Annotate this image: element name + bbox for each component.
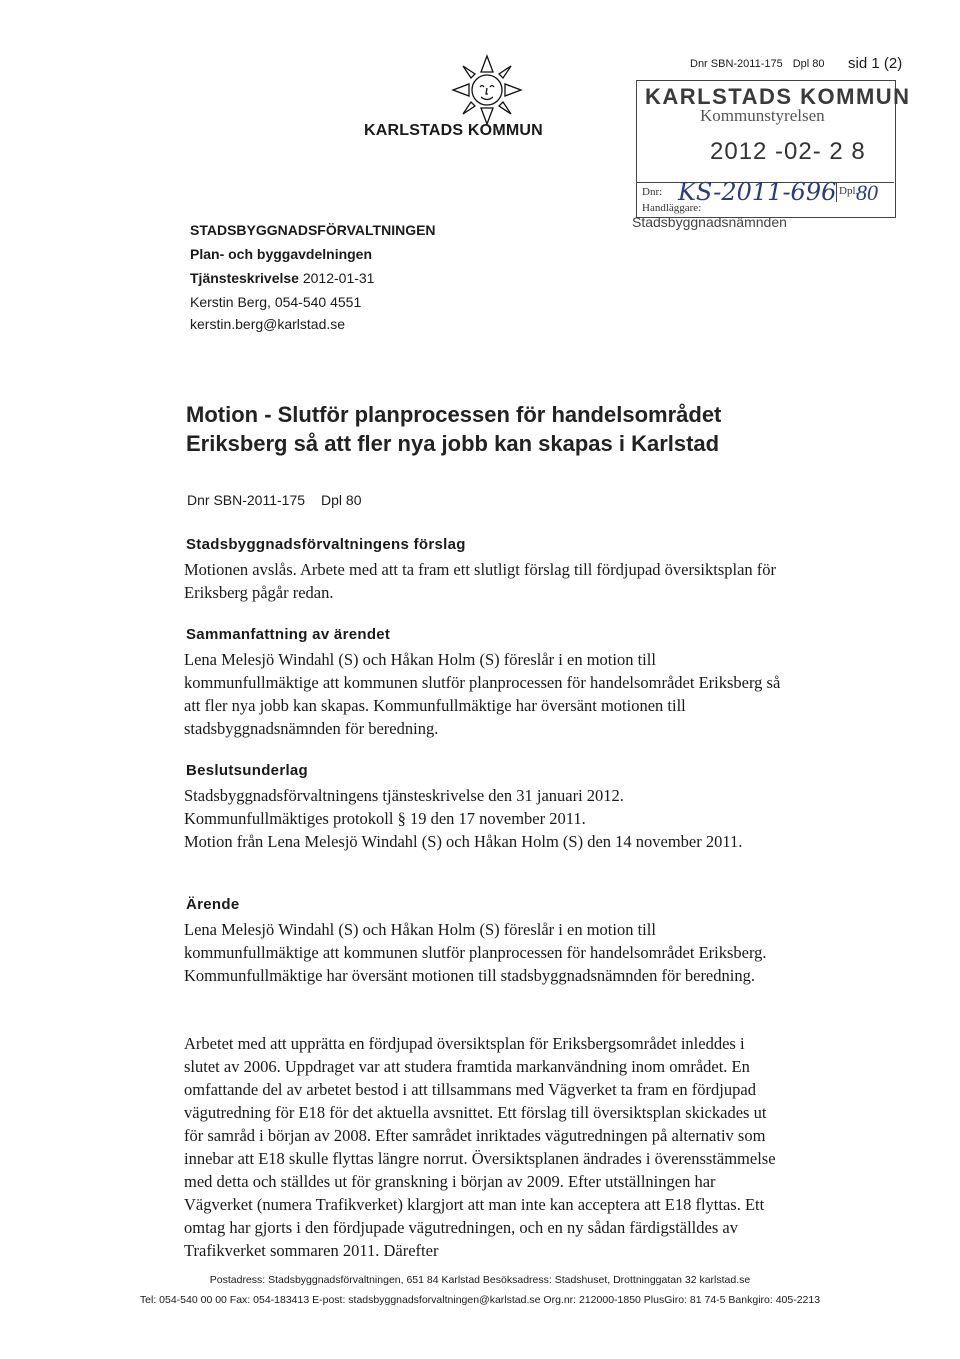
arende-paragraph-2: Arbetet med att upprätta en fördjupad översiktsplan för Eriksbergsområdet inleddes i slutet av 2006. Uppdraget var att studera framtida markanvändning inom området. En omfattande del av arbetet bestod i att tillsammans med Vägverket ta fram en fördjupad vägutredning för E18 för det aktuella avsnittet. Ett förslag till översiktsplan skickades ut för samråd i början av 2008. Efter samrådet inriktades vägutredningen på alternativ som innebar att E18 skulle flyttas längre norrut. Översiktsplanen ändrades i överensstämmelse med detta och ställdes ut för granskning i början av 2009. Efter utställningen har Vägverket (numera Trafikverket) klargjort att man inte kan acceptera att E18 flyttas. Ett omtag har gjorts i den fördjupade vägutredningen, och en ny sådan färdigställdes av Trafikverket sommaren 2011. Därefter <box>184 1034 776 1260</box>
document-dnr: Dnr SBN-2011-175 <box>187 492 306 508</box>
stamp-dnr-label: Dnr: <box>642 186 663 198</box>
section-heading-forslag: Stadsbyggnadsförvaltningens förslag <box>186 536 466 553</box>
stamp-dnr-value: KS-2011-696 <box>678 178 837 206</box>
karlstad-sun-logo <box>447 50 527 130</box>
stamp-dpl-value: 80 <box>856 180 878 205</box>
section-heading-arende: Ärende <box>186 896 240 913</box>
document-title: Motion - Slutför planprocessen för handelsområdet Eriksberg så att fler nya jobb kan skapas i Karlstad <box>186 402 722 456</box>
arende-paragraph-1: Lena Melesjö Windahl (S) och Håkan Holm (S) föreslår i en motion till kommunfullmäktige att kommunen slutför planprocessen för handelsområdet Eriksberg. Kommunfullmäktige har översänt motionen till stadsbyggnadsnämnden för beredning. <box>184 920 767 985</box>
stamp-handlaggare-label: Handläggare: <box>642 202 702 214</box>
document-reference <box>187 492 378 508</box>
beslutsunderlag-line-1: Stadsbyggnadsförvaltningens tjänsteskrivelse den 31 januari 2012. <box>184 786 624 805</box>
stamp-date: 2012 -02- 2 8 <box>710 138 866 165</box>
footer-contact: Tel: 054-540 00 00 Fax: 054-183413 E-post: stadsbyggnadsforvaltningen@karlstad.se Org.nr: 212000-1850 PlusGiro: 81 74-5 Bankgiro: 405-2213 <box>139 1294 821 1306</box>
stamp-title: KARLSTADS KOMMUN <box>645 84 911 109</box>
reference-line <box>690 58 835 70</box>
beslutsunderlag-line-2: Kommunfullmäktiges protokoll § 19 den 17 november 2011. <box>184 809 586 828</box>
section-text-sammanfattning: Lena Melesjö Windahl (S) och Håkan Holm (S) föreslår i en motion till kommunfullmäktige att kommunen slutför planprocessen för handelsområdet Eriksberg så att fler nya jobb kan skapas. Kommunfullmäktige har översänt motionen till stadsbyggnadsnämnden för beredning. <box>184 650 781 738</box>
stamp-subtitle: Kommunstyrelsen <box>700 106 825 125</box>
stamp-dpl-label: Dpl. <box>839 185 859 197</box>
sender-unit: Plan- och byggavdelningen <box>190 246 373 262</box>
document-dpl: Dpl 80 <box>321 492 362 508</box>
stamp-handlaggare-value: Stadsbyggnadsnämnden <box>632 214 787 230</box>
ref-dnr: Dnr SBN-2011-175 <box>690 58 783 70</box>
sender-email[interactable]: kerstin.berg@karlstad.se <box>190 316 346 332</box>
page-number: sid 1 (2) <box>848 55 903 72</box>
section-text-forslag: Motionen avslås. Arbete med att ta fram ett slutligt förslag till fördjupad översiktsplan för Eriksberg pågår redan. <box>184 560 777 602</box>
organization-name: KARLSTADS KOMMUN <box>364 122 543 139</box>
sender-doc-line: Tjänsteskrivelse 2012-01-31 <box>190 270 375 286</box>
beslutsunderlag-line-3: Motion från Lena Melesjö Windahl (S) och Håkan Holm (S) den 14 november 2011. <box>184 832 743 851</box>
footer-address: Postadress: Stadsbyggnadsförvaltningen, 651 84 Karlstad Besöksadress: Stadshuset, Drottninggatan 32 karlstad.se <box>209 1274 751 1286</box>
section-heading-beslutsunderlag: Beslutsunderlag <box>186 762 309 779</box>
section-heading-sammanfattning: Sammanfattning av ärendet <box>186 626 391 643</box>
ref-dpl: Dpl 80 <box>792 58 825 70</box>
sender-department: STADSBYGGNADSFÖRVALTNINGEN <box>190 222 436 238</box>
sender-contact: Kerstin Berg, 054-540 4551 <box>190 294 362 310</box>
